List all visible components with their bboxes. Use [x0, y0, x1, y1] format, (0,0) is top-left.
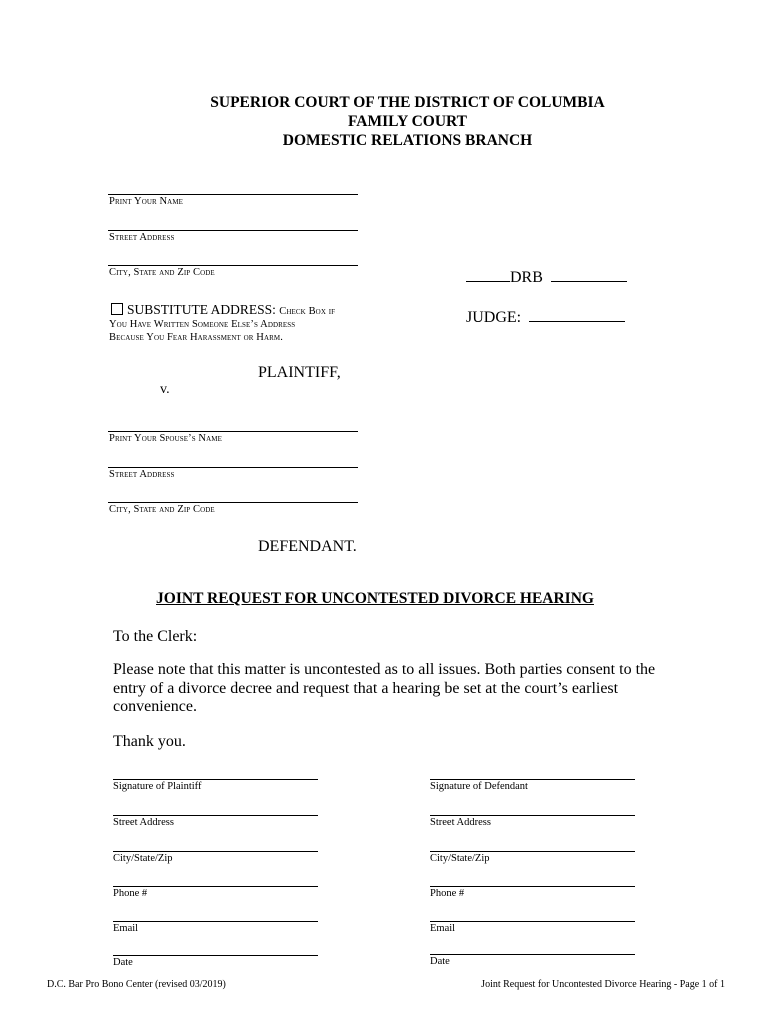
request-line-2: entry of a divorce decree and request that a hearing be set at the court’s earliest — [113, 679, 619, 697]
defendant-sig-street-label: Street Address — [430, 817, 491, 828]
plaintiff-email-line[interactable] — [113, 921, 318, 922]
plaintiff-city-line[interactable] — [108, 265, 358, 266]
judge-label: JUDGE: — [466, 309, 522, 326]
court-branch: DOMESTIC RELATIONS BRANCH — [282, 132, 533, 149]
defendant-street-label: Street Address — [109, 469, 175, 480]
plaintiff-name-label: Print Your Name — [109, 196, 184, 207]
closing: Thank you. — [113, 733, 186, 750]
substitute-note-1: Check Box if — [279, 306, 336, 317]
substitute-address-row — [111, 302, 335, 318]
court-header — [0, 93, 770, 150]
defendant-date-line[interactable] — [430, 954, 635, 955]
substitute-note-3: Because You Fear Harassment or Harm. — [109, 332, 283, 343]
plaintiff-phone-label: Phone # — [113, 888, 148, 899]
defendant-street-line[interactable] — [108, 467, 358, 468]
plaintiff-signature-line[interactable] — [113, 779, 318, 780]
plaintiff-date-label: Date — [113, 957, 133, 968]
defendant-name-label: Print Your Spouse’s Name — [109, 433, 222, 444]
plaintiff-date-line[interactable] — [113, 955, 318, 956]
drb-field — [466, 268, 627, 287]
document-title-text: JOINT REQUEST FOR UNCONTESTED DIVORCE HEARING — [156, 590, 594, 607]
versus: v. — [160, 382, 170, 397]
defendant-email-label: Email — [430, 923, 456, 934]
substitute-note-2: You Have Written Someone Else’s Address — [109, 319, 296, 330]
request-line-1: Please note that this matter is uncontested as to all issues. Both parties consent to the — [113, 661, 656, 678]
plaintiff-sig-street-label: Street Address — [113, 817, 174, 828]
substitute-address-label: SUBSTITUTE ADDRESS: — [127, 302, 276, 317]
salutation: To the Clerk: — [113, 628, 198, 645]
defendant-email-line[interactable] — [430, 921, 635, 922]
defendant-role: DEFENDANT. — [258, 538, 357, 555]
document-title — [0, 590, 770, 608]
drb-label: DRB — [510, 269, 543, 286]
defendant-sig-city-label: City/State/Zip — [430, 853, 490, 864]
defendant-city-label: City, State and Zip Code — [109, 504, 215, 515]
defendant-phone-line[interactable] — [430, 886, 635, 887]
defendant-date-label: Date — [430, 956, 450, 967]
defendant-signature-label: Signature of Defendant — [430, 781, 528, 792]
drb-number-blank[interactable] — [466, 268, 510, 282]
plaintiff-phone-line[interactable] — [113, 886, 318, 887]
plaintiff-name-line[interactable] — [108, 194, 358, 195]
defendant-city-line[interactable] — [108, 502, 358, 503]
plaintiff-role: PLAINTIFF, — [258, 364, 341, 381]
defendant-signature-line[interactable] — [430, 779, 635, 780]
plaintiff-city-label: City, State and Zip Code — [109, 267, 215, 278]
plaintiff-street-line[interactable] — [108, 230, 358, 231]
request-paragraph — [113, 661, 673, 717]
plaintiff-email-label: Email — [113, 923, 139, 934]
judge-field — [466, 308, 625, 327]
plaintiff-sig-street-line[interactable] — [113, 815, 318, 816]
court-name: SUPERIOR COURT OF THE DISTRICT OF COLUMBIA — [210, 94, 605, 111]
drb-suffix-blank[interactable] — [551, 268, 627, 282]
judge-blank[interactable] — [529, 308, 625, 322]
defendant-sig-street-line[interactable] — [430, 815, 635, 816]
defendant-phone-label: Phone # — [430, 888, 465, 899]
plaintiff-sig-city-label: City/State/Zip — [113, 853, 173, 864]
footer-right: Joint Request for Uncontested Divorce Hearing - Page 1 of 1 — [481, 979, 725, 990]
plaintiff-sig-city-line[interactable] — [113, 851, 318, 852]
defendant-sig-city-line[interactable] — [430, 851, 635, 852]
defendant-name-line[interactable] — [108, 431, 358, 432]
plaintiff-signature-label: Signature of Plaintiff — [113, 781, 202, 792]
footer-left: D.C. Bar Pro Bono Center (revised 03/2019) — [47, 979, 226, 990]
plaintiff-street-label: Street Address — [109, 232, 175, 243]
court-division: FAMILY COURT — [347, 113, 467, 130]
substitute-address-checkbox[interactable] — [111, 303, 123, 315]
request-line-3: convenience. — [113, 698, 197, 715]
